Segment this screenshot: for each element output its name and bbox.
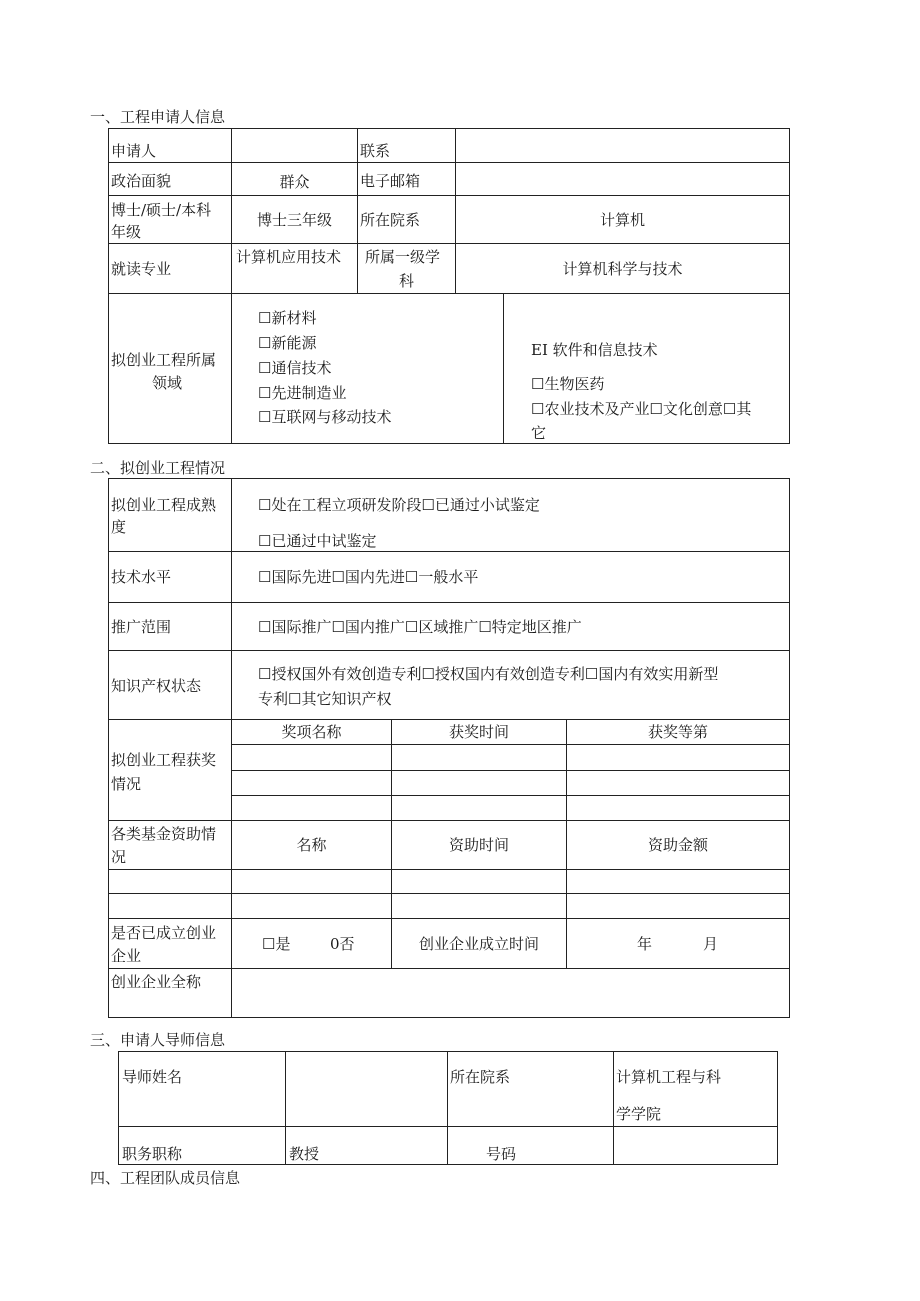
field-option-new-energy[interactable]: ☐新能源 xyxy=(258,334,317,352)
major-value: 计算机应用技术 xyxy=(236,248,342,266)
contact-label: 联系 xyxy=(360,142,391,160)
mentor-phone-label: 号码 xyxy=(486,1145,517,1163)
company-no-option[interactable]: 0否 xyxy=(330,935,355,953)
fund-header-name: 名称 xyxy=(296,836,327,854)
major-label: 就读专业 xyxy=(111,260,172,278)
fund-label: 各类基金资助情 xyxy=(111,825,217,843)
award-label: 拟创业工程获奖 xyxy=(111,751,217,769)
maturity-options-line1[interactable]: ☐处在工程立项研发阶段☐已通过小试鉴定 xyxy=(258,496,540,514)
promotion-scope-options[interactable]: ☐国际推广☐国内推广☐区域推广☐特定地区推广 xyxy=(258,618,582,636)
ip-status-options-line1[interactable]: ☐授权国外有效创造专利☐授权国内有效创造专利☐国内有效实用新型 xyxy=(258,665,719,683)
ip-status-label: 知识产权状态 xyxy=(111,677,202,695)
field-option-telecom[interactable]: ☐通信技术 xyxy=(258,359,332,377)
field-label-line2: 领域 xyxy=(152,374,183,392)
discipline-value: 计算机科学与技术 xyxy=(562,260,683,278)
mentor-name-label: 导师姓名 xyxy=(122,1068,183,1086)
field-option-agriculture-culture-other[interactable]: ☐农业技术及产业☐文化创意☐其 xyxy=(531,400,752,418)
company-yes-option[interactable]: ☐是 xyxy=(262,935,291,953)
maturity-options-line2[interactable]: ☐已通过中试鉴定 xyxy=(258,532,377,550)
discipline-label-line2: 科 xyxy=(398,272,414,290)
fund-label-line2: 况 xyxy=(111,848,127,866)
field-label: 拟创业工程所属 xyxy=(111,351,217,369)
email-label: 电子邮箱 xyxy=(360,172,421,190)
company-founded-label: 是否已成立创业 xyxy=(111,924,217,942)
section-heading-applicant: 一、工程申请人信息 xyxy=(90,108,226,126)
political-label: 政治面貌 xyxy=(111,172,172,190)
maturity-label: 拟创业工程成熟 xyxy=(111,496,217,514)
award-header-name: 奖项名称 xyxy=(281,723,342,741)
field-option-manufacturing[interactable]: ☐先进制造业 xyxy=(258,384,347,402)
maturity-label-line2: 度 xyxy=(111,518,127,536)
company-full-name-label: 创业企业全称 xyxy=(111,973,202,991)
award-header-level: 获奖等第 xyxy=(647,723,708,741)
award-label-line2: 情况 xyxy=(111,775,142,793)
discipline-label: 所属一级学 xyxy=(365,248,441,266)
award-header-time: 获奖时间 xyxy=(448,723,509,741)
section-heading-project: 二、拟创业工程情况 xyxy=(90,459,226,477)
grade-label-line2: 年级 xyxy=(111,223,142,241)
mentor-dept-label: 所在院系 xyxy=(450,1068,511,1086)
tech-level-options[interactable]: ☐国际先进☐国内先进☐一般水平 xyxy=(258,568,479,586)
dept-value: 计算机 xyxy=(599,211,645,229)
section-heading-mentor: 三、申请人导师信息 xyxy=(90,1031,226,1049)
ip-status-options-line2[interactable]: 专利☐其它知识产权 xyxy=(258,690,392,708)
section-heading-team: 四、工程团队成员信息 xyxy=(90,1169,241,1187)
field-option-new-materials[interactable]: ☐新材料 xyxy=(258,309,317,327)
mentor-title-value: 教授 xyxy=(289,1145,320,1163)
fund-header-amount: 资助金额 xyxy=(647,836,708,854)
dept-label: 所在院系 xyxy=(360,211,421,229)
political-value: 群众 xyxy=(279,173,310,191)
mentor-dept-value-line2: 学学院 xyxy=(616,1105,662,1123)
mentor-dept-value: 计算机工程与科 xyxy=(616,1068,722,1086)
field-option-other-wrap: 它 xyxy=(531,424,547,442)
company-founded-label-line2: 企业 xyxy=(111,947,142,965)
company-year-label: 年 xyxy=(637,935,653,953)
field-option-biomedicine[interactable]: ☐生物医药 xyxy=(531,375,605,393)
grade-label: 博士/硕士/本科 xyxy=(111,201,212,219)
company-month-label: 月 xyxy=(703,935,719,953)
promotion-scope-label: 推广范围 xyxy=(111,618,172,636)
fund-header-time: 资助时间 xyxy=(448,836,509,854)
mentor-title-label: 职务职称 xyxy=(122,1145,183,1163)
tech-level-label: 技术水平 xyxy=(111,568,172,586)
grade-value: 博士三年级 xyxy=(256,211,332,229)
field-option-internet[interactable]: ☐互联网与移动技术 xyxy=(258,408,392,426)
company-founding-time-label: 创业企业成立时间 xyxy=(418,935,539,953)
field-option-software[interactable]: EI 软件和信息技术 xyxy=(531,341,658,359)
applicant-label: 申请人 xyxy=(111,142,157,160)
